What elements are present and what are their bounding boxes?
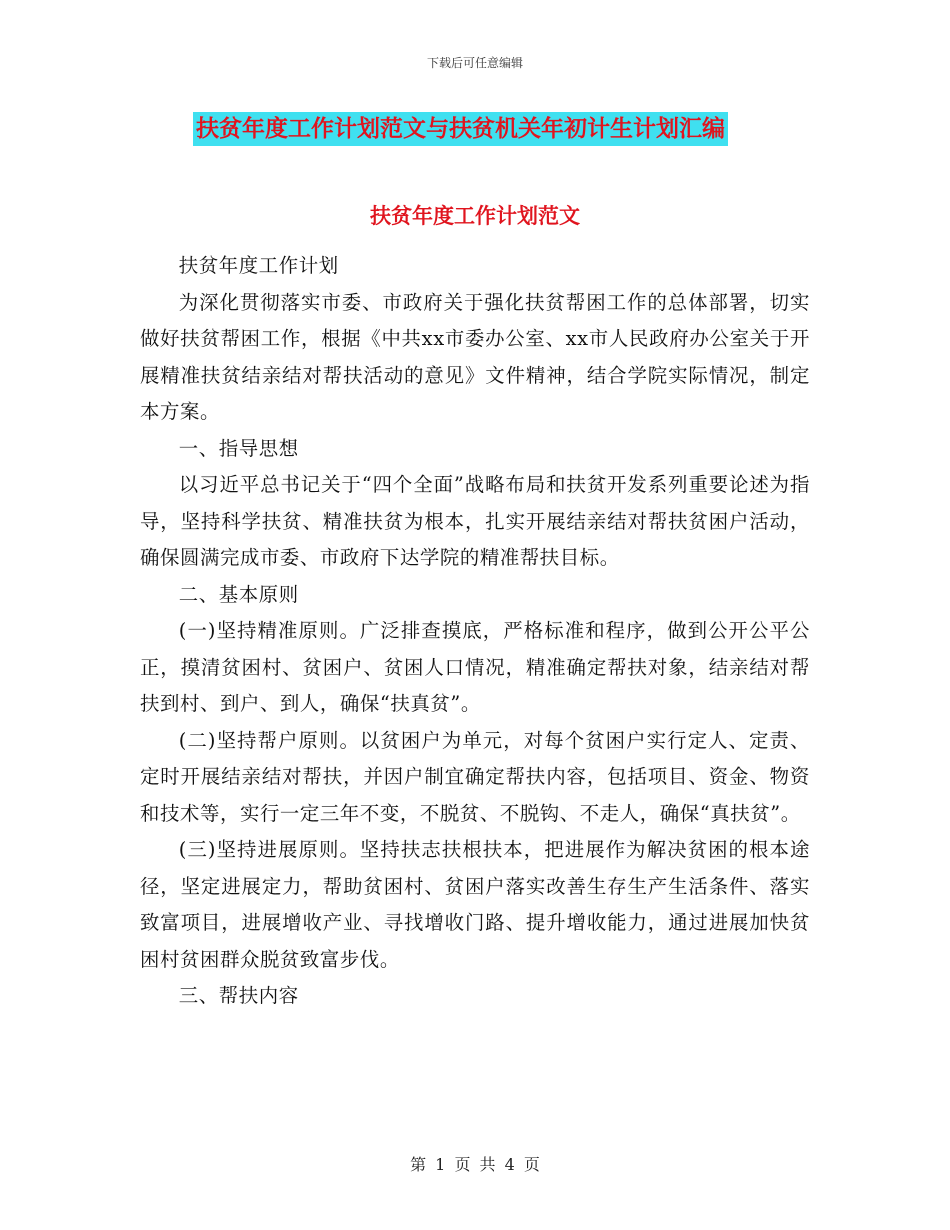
paragraph-principle-precision: (一)坚持精准原则。广泛排查摸底，严格标准和程序，做到公开公平公正，摸清贫困村、贫困户、贫困人口情况，精准确定帮扶对象，结亲结对帮扶到村、到户、到人，确保“扶真贫”。 xyxy=(140,619,810,715)
section-title: 扶贫年度工作计划范文 xyxy=(370,204,580,228)
paragraph-intro: 为深化贯彻落实市委、市政府关于强化扶贫帮困工作的总体部署，切实做好扶贫帮困工作，根据《中共xx市委办公室、xx市人民政府办公室关于开展精准扶贫结亲结对帮扶活动的意见》文件精神，结合学院实际情况，制定本方案。 xyxy=(140,290,810,423)
paragraph-plan-heading: 扶贫年度工作计划 xyxy=(178,254,339,277)
header-note: 下载后可任意编辑 xyxy=(426,56,523,70)
paragraph-principle-household: (二)坚持帮户原则。以贫困户为单元，对每个贫困户实行定人、定责、定时开展结亲结对帮扶，并因户制宜确定帮扶内容，包括项目、资金、物资和技术等，实行一定三年不变，不脱贫、不脱钩、不走人，确保“真扶贫”。 xyxy=(140,728,810,825)
paragraph-principle-development: (三)坚持进展原则。坚持扶志扶根扶本，把进展作为解决贫困的根本途径，坚定进展定力，帮助贫困村、贫困户落实改善生存生产生活条件、落实致富项目，进展增收产业、寻找增收门路、提升增收能力，通过进展加快贫困村贫困群众脱贫致富步伐。 xyxy=(140,838,810,971)
paragraph-heading-guiding-ideology: 一、指导思想 xyxy=(178,436,299,460)
paragraph-heading-basic-principles: 二、基本原则 xyxy=(178,582,299,606)
document-main-title: 扶贫年度工作计划范文与扶贫机关年初计生计划汇编 xyxy=(193,112,728,146)
document-body xyxy=(140,248,810,1015)
paragraph-heading-assistance-content: 三、帮扶内容 xyxy=(178,984,299,1007)
paragraph-guiding-ideology: 以习近平总书记关于“四个全面”战略布局和扶贫开发系列重要论述为指导，坚持科学扶贫、精准扶贫为根本，扎实开展结亲结对帮扶贫困户活动，确保圆满完成市委、市政府下达学院的精准帮扶目标。 xyxy=(140,473,810,569)
page-number-footer: 第 1 页 共 4 页 xyxy=(410,1155,540,1174)
